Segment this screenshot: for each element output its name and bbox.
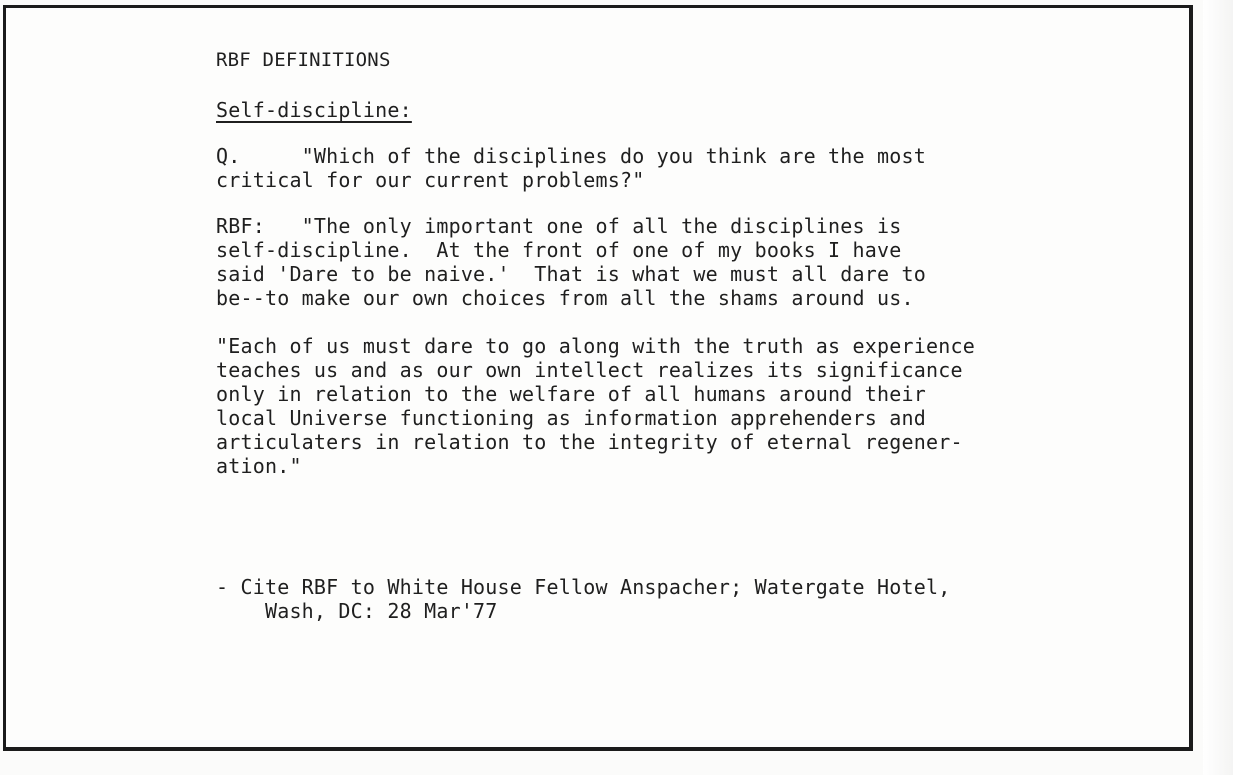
citation: - Cite RBF to White House Fellow Anspacher; Watergate Hotel, Wash, DC: 28 Mar'77 [216,575,951,623]
question-paragraph: Q. "Which of the disciplines do you think are the most critical for our current problems?" [216,144,926,192]
page-edge [1203,0,1233,775]
term-heading: Self-discipline: [216,98,412,122]
quote-paragraph: "Each of us must dare to go along with the truth as experience teaches us and as our own intellect realizes its significance only in relation to the welfare of all humans around their local Universe functioning as information apprehenders and articulaters in relation to the integrity of eternal regener- ation." [216,334,975,478]
document-heading: RBF DEFINITIONS [216,49,391,71]
answer-paragraph: RBF: "The only important one of all the disciplines is self-discipline. At the front of one of my books I have said 'Dare to be naive.' That is what we must all dare to be--to make our own choices from all the shams around us. [216,214,926,310]
